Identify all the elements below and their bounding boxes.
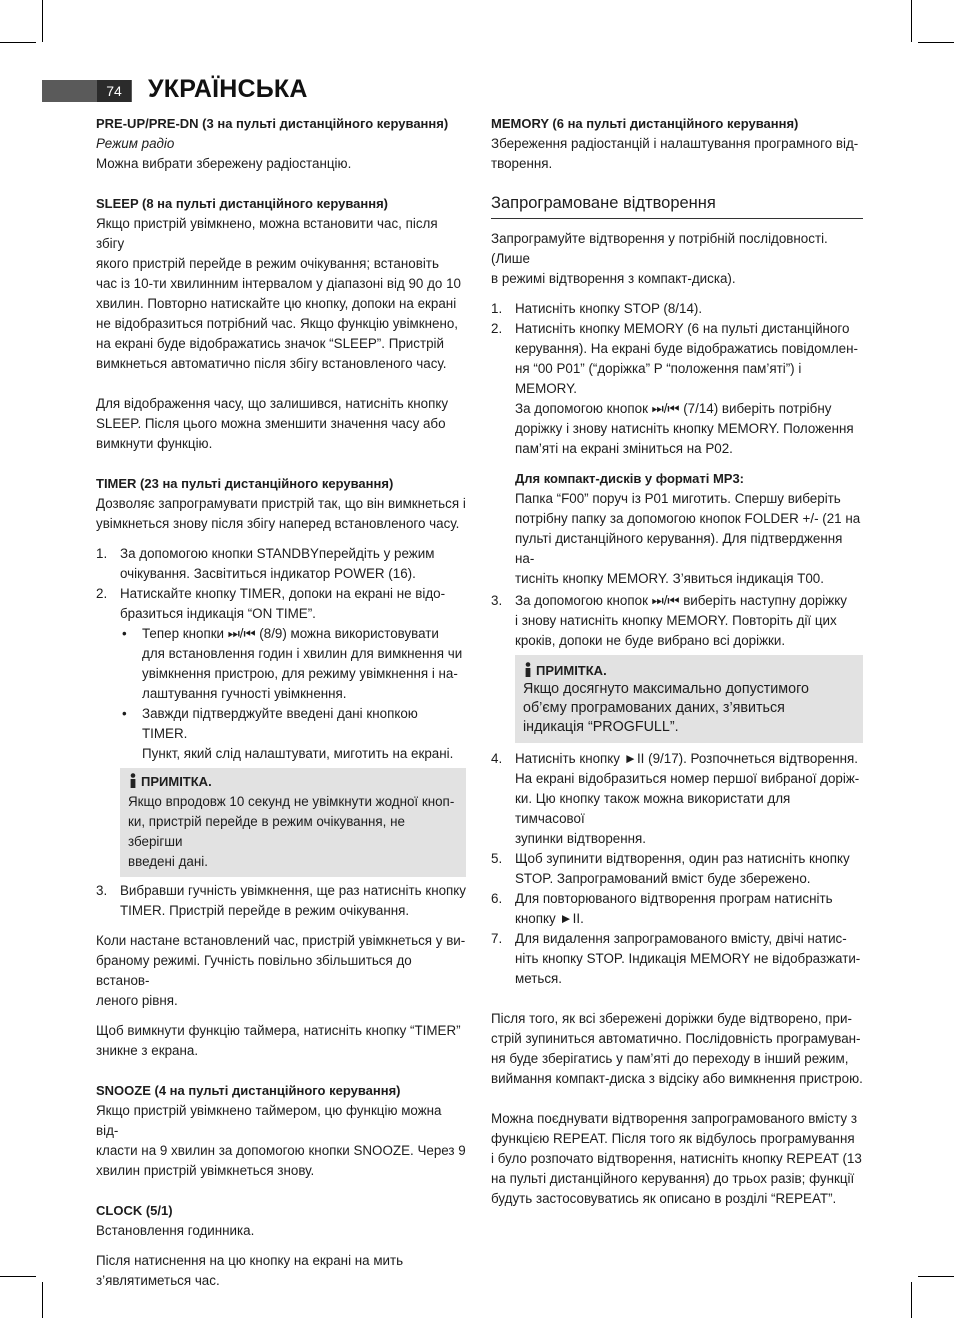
text-line: лаштування гучності увімкнення. <box>142 686 347 701</box>
crop-mark <box>42 1282 43 1318</box>
memory-paragraph <box>491 134 863 174</box>
crop-mark <box>911 1282 912 1318</box>
mp3-heading: Для компакт-дисків у форматі MP3: <box>515 471 744 486</box>
text-line: доріжку і знову натисніть кнопку MEMORY. Положення <box>515 421 854 436</box>
text-line: зникне з екрана. <box>96 1043 199 1058</box>
clock-paragraph <box>96 1251 466 1291</box>
crop-mark <box>0 42 36 43</box>
text-line: кроків, допоки не буде вибрано всі доріжки. <box>515 633 786 648</box>
text-line: Якщо пристрій увімкнено таймером, цю функцію можна від- <box>96 1103 442 1138</box>
text-line: Коли настане встановлений час, пристрій увімкнеться у ви- <box>96 933 466 948</box>
program-step-3 <box>491 591 863 651</box>
crop-mark <box>918 42 954 43</box>
text-line: Натисніть кнопку STOP (8/14). <box>515 301 703 316</box>
timer-off-paragraph <box>96 1021 466 1061</box>
list-item: 1. Натисніть кнопку STOP (8/14). <box>491 299 863 319</box>
text-line: хвилин. Повторно натискайте цю кнопку, допоки на екрані <box>96 296 457 311</box>
text-line: увімкнення пристрою, для режиму увімкнення і на- <box>142 666 458 681</box>
timer-bullets <box>120 624 466 764</box>
text-line: вимкнеться автоматично після збігу встановленого часу. <box>96 356 447 371</box>
text-line: Натискайте кнопку TIMER, допоки на екрані не відо- <box>120 586 446 601</box>
text-line: Збереження радіостанцій і налаштування програмного від- <box>491 136 859 151</box>
text-line: в режимі відтворення з компакт-диска). <box>491 271 736 286</box>
text-line: Після того, як всі збережені доріжки буде відтворено, при- <box>491 1011 852 1026</box>
text-line: ки, пристрій перейде в режим очікування, не зберігши <box>128 814 405 849</box>
note-box <box>515 655 863 743</box>
text-line: SLEEP. Після цього можна зменшити значення часу або <box>96 416 446 431</box>
page-title: УКРАЇНСЬКА <box>148 75 308 103</box>
preup-mode: Режим радіо <box>96 136 175 151</box>
crop-mark <box>911 0 912 42</box>
timer-step-3 <box>96 881 466 921</box>
text-line: Дозволяє запрограмувати пристрій так, що він вимкнеться і <box>96 496 466 511</box>
text-line: Натисніть кнопку ►II (9/17). Розпочнеться відтворення. <box>515 751 858 766</box>
text-line: тисніть кнопку MEMORY. З’явиться індикація T00. <box>515 571 824 586</box>
text-line: За допомогою кнопки STANDBYперейдіть у режим <box>120 546 435 561</box>
text-line: Щоб зупинити відтворення, один раз натисніть кнопку <box>515 851 850 866</box>
right-column <box>491 114 863 1209</box>
intro-paragraph <box>491 229 863 289</box>
clock-text: Встановлення годинника. <box>96 1223 255 1238</box>
text-line: з’являтиметься час. <box>96 1273 220 1288</box>
text-line: ки. Цю кнопку також можна використати для тимчасової <box>515 791 791 826</box>
list-item: 6. Для повторюваного відтворення програм натисніть кнопку ►II. <box>491 889 863 929</box>
crop-mark <box>42 0 43 42</box>
text-line: Запрограмуйте відтворення у потрібній послідовності. (Лише <box>491 231 828 266</box>
list-item: 7. Для видалення запрограмованого вмісту, двічі натис- ніть кнопку STOP. Індикація MEMORY не відобразжати- меться. <box>491 929 863 989</box>
text-line: кнопку ►II. <box>515 911 584 926</box>
note-text <box>128 792 458 872</box>
list-item: 4. Натисніть кнопку ►II (9/17). Розпочнеться відтворення. На екрані відобразиться номер першої вибраної доріж- ки. Цю кнопку також можна використати для тимчасової зупинки відтворення. <box>491 749 863 849</box>
text-line: Завжди підтверджуйте введені дані кнопкою TIMER. <box>142 706 418 741</box>
note-box <box>120 768 466 877</box>
list-item: 3. Вибравши гучність увімкнення, ще раз натисніть кнопку TIMER. Пристрій перейде в режим очікування. <box>96 881 466 921</box>
text-line: Вибравши гучність увімкнення, ще раз натисніть кнопку <box>120 883 467 898</box>
list-item: 2. Натискайте кнопку TIMER, допоки на екрані не відо- бразиться індикація “ON TIME”. • Тепер кнопки ⏭/⏮ (8/9) можна використовувати для встановлення годин і хвилин для вимкнення чи увімкнення пристрою, для режиму увімкнення і на- лаштування гучності увімкнення. • Завжди підтверджуйте введені дані кнопкою TIMER. Пункт, який слід налаштувати, миготить на екрані. <box>96 584 466 764</box>
sleep-paragraph-2 <box>96 394 466 454</box>
text-line: Можна поєднувати відтворення запрограмованого вмісту з <box>491 1111 857 1126</box>
text-line: на екрані буде відображатись значок “SLEEP”. Пристрій <box>96 336 444 351</box>
text-line: на пульті дистанційного керування) до трьох разів; функції <box>491 1171 855 1186</box>
text-line: леного рівня. <box>96 993 178 1008</box>
after-paragraph <box>491 1009 863 1089</box>
timer-paragraph <box>96 494 466 534</box>
text-line: вимкнути функцію. <box>96 436 213 451</box>
text-line: не відобразиться потрібний час. Якщо функцію увімкнено, <box>96 316 459 331</box>
timer-after-paragraph <box>96 931 466 1011</box>
timer-steps <box>96 544 466 764</box>
mp3-paragraph <box>515 489 863 589</box>
text-line: ня буде зберігатись у пам’яті до переходу в інший режим, <box>491 1051 849 1066</box>
text-line: введені дані. <box>128 854 208 869</box>
preup-text: Можна вибрати збережену радіостанцію. <box>96 156 352 171</box>
timer-heading: TIMER (23 на пульті дистанційного керування) <box>96 476 394 491</box>
text-line: будуть застосовуватись як описано в розділі “REPEAT”. <box>491 1191 837 1206</box>
list-item: 5. Щоб зупинити відтворення, один раз натисніть кнопку STOP. Запрограмований вміст буде збережено. <box>491 849 863 889</box>
text-line: для встановлення годин і хвилин для вимкнення чи <box>142 646 463 661</box>
text-line: і було розпочато відтворення, натисніть кнопку REPEAT (13 <box>491 1151 862 1166</box>
text-line: На екрані відобразиться номер першої вибраної доріж- <box>515 771 860 786</box>
bullet-item: • Тепер кнопки ⏭/⏮ (8/9) можна використовувати для встановлення годин і хвилин для вимкнення чи увімкнення пристрою, для режиму увімкнення і на- лаштування гучності увімкнення. <box>120 624 466 704</box>
note-title: ПРИМІТКА. <box>141 774 212 789</box>
text-line: ніть кнопку STOP. Індикація MEMORY не відобразжати- <box>515 951 861 966</box>
text-line: бразиться індикація “ON TIME”. <box>120 606 316 621</box>
text-line: пульті дистанційного керування). Для підтвердження на- <box>515 531 843 566</box>
text-line: ня “00 P01” (“доріжка” P “положення пам’яті”) і MEMORY. <box>515 361 802 396</box>
text-line: Після натиснення на цю кнопку на екрані на мить <box>96 1253 404 1268</box>
text-line: об’єму програмованих даних, з’явиться <box>523 700 785 716</box>
text-line: STOP. Запрограмований вміст буде збережено. <box>515 871 811 886</box>
memory-heading: MEMORY (6 на пульті дистанційного керування) <box>491 116 799 131</box>
note-text <box>523 680 855 737</box>
text-line: виймання компакт-диска з відсіку або вимкнення пристрою. <box>491 1071 863 1086</box>
list-item: 3. За допомогою кнопок ⏭/⏮ виберіть наступну доріжку і знову натисніть кнопку MEMORY. Повторіть дії цих кроків, допоки не буде вибрано всі доріжки. <box>491 591 863 651</box>
preup-heading: PRE-UP/PRE-DN (3 на пульті дистанційного керування) <box>96 116 449 131</box>
text-line: Натисніть кнопку MEMORY (6 на пульті дистанційного <box>515 321 850 336</box>
sleep-paragraph <box>96 214 466 374</box>
sleep-heading: SLEEP (8 на пульті дистанційного керування) <box>96 196 388 211</box>
page-number: 74 <box>97 80 131 102</box>
text-line: TIMER. Пристрій перейде в режим очікування. <box>120 903 410 918</box>
snooze-paragraph <box>96 1101 466 1181</box>
text-line: Щоб вимкнути функцію таймера, натисніть кнопку “TIMER” <box>96 1023 461 1038</box>
text-line: стрій зупиниться автоматично. Послідовність програмуван- <box>491 1031 861 1046</box>
text-line: увімкнеться знову після збігу наперед встановленого часу. <box>96 516 460 531</box>
text-line: керування). На екрані буде відображатись повідомлен- <box>515 341 858 356</box>
text-line: Якщо впродовж 10 секунд не увімкнути жодної кноп- <box>128 794 455 809</box>
text-line: очікування. Засвітиться індикатор POWER (16). <box>120 566 416 581</box>
section-title: Запрограмоване відтворення <box>491 192 863 219</box>
text-line: Для видалення запрограмованого вмісту, двічі натис- <box>515 931 847 946</box>
repeat-paragraph <box>491 1109 863 1209</box>
text-line: час із 10-ти хвилинним інтервалом у діапазоні від 90 до 10 <box>96 276 461 291</box>
bullet-item: • Завжди підтверджуйте введені дані кнопкою TIMER. Пункт, який слід налаштувати, миготить на екрані. <box>120 704 466 764</box>
text-line: потрібну папку за допомогою кнопок FOLDER +/- (21 на <box>515 511 861 526</box>
note-title: ПРИМІТКА. <box>536 663 607 678</box>
list-item: 2. Натисніть кнопку MEMORY (6 на пульті дистанційного керування). На екрані буде відображатись повідомлен- ня “00 P01” (“доріжка” P “положення пам’яті”) і MEMORY. За допомогою кнопок ⏭/⏮ (7/14) виберіть потрібну доріжку і знову натисніть кнопку MEMORY. Положення пам’яті на екрані зміниться на P02. <box>491 319 863 459</box>
text-line: Пункт, який слід налаштувати, миготить на екрані. <box>142 746 454 761</box>
text-line: і знову натисніть кнопку MEMORY. Повторіть дії цих <box>515 613 837 628</box>
text-line: Папка “F00” поруч із P01 миготить. Спершу виберіть <box>515 491 841 506</box>
text-line: творення. <box>491 156 553 171</box>
program-steps-a <box>491 299 863 459</box>
info-icon <box>523 662 533 678</box>
info-icon <box>128 773 138 789</box>
clock-heading: CLOCK (5/1) <box>96 1203 173 1218</box>
text-line: пам’яті на екрані зміниться на P02. <box>515 441 733 456</box>
text-line: класти на 9 хвилин за допомогою кнопки SNOOZE. Через 9 <box>96 1143 466 1158</box>
text-line: Для відображення часу, що залишився, натисніть кнопку <box>96 396 449 411</box>
mp3-block <box>491 469 863 589</box>
text-line: хвилин пристрій увімкнеться знову. <box>96 1163 315 1178</box>
text-line: Якщо пристрій увімкнено, можна встановити час, після збігу <box>96 216 438 251</box>
left-column <box>96 114 466 1291</box>
snooze-heading: SNOOZE (4 на пульті дистанційного керування) <box>96 1083 401 1098</box>
text-line: Якщо досягнуто максимально допустимого <box>523 681 809 697</box>
text-line: функцією REPEAT. Після того як відбулось програмування <box>491 1131 855 1146</box>
text-line: Для повторюваного відтворення програм натисніть <box>515 891 833 906</box>
text-line: якого пристрій перейде в режим очікування; встановіть <box>96 256 439 271</box>
text-line: браному режимі. Гучність повільно збільшиться до встанов- <box>96 953 412 988</box>
text-line: За допомогою кнопок ⏭/⏮ (7/14) виберіть потрібну <box>515 401 832 416</box>
text-line: Тепер кнопки ⏭/⏮ (8/9) можна використовувати <box>142 626 439 641</box>
text-line: зупинки відтворення. <box>515 831 646 846</box>
program-steps-b <box>491 749 863 989</box>
text-line: індикація “PROGFULL”. <box>523 719 679 735</box>
list-item: 1. За допомогою кнопки STANDBYперейдіть у режим очікування. Засвітиться індикатор POWER (16). <box>96 544 466 584</box>
crop-mark <box>918 1276 954 1277</box>
text-line: меться. <box>515 971 562 986</box>
text-line: За допомогою кнопок ⏭/⏮ виберіть наступну доріжку <box>515 593 847 608</box>
crop-mark <box>0 1276 36 1277</box>
